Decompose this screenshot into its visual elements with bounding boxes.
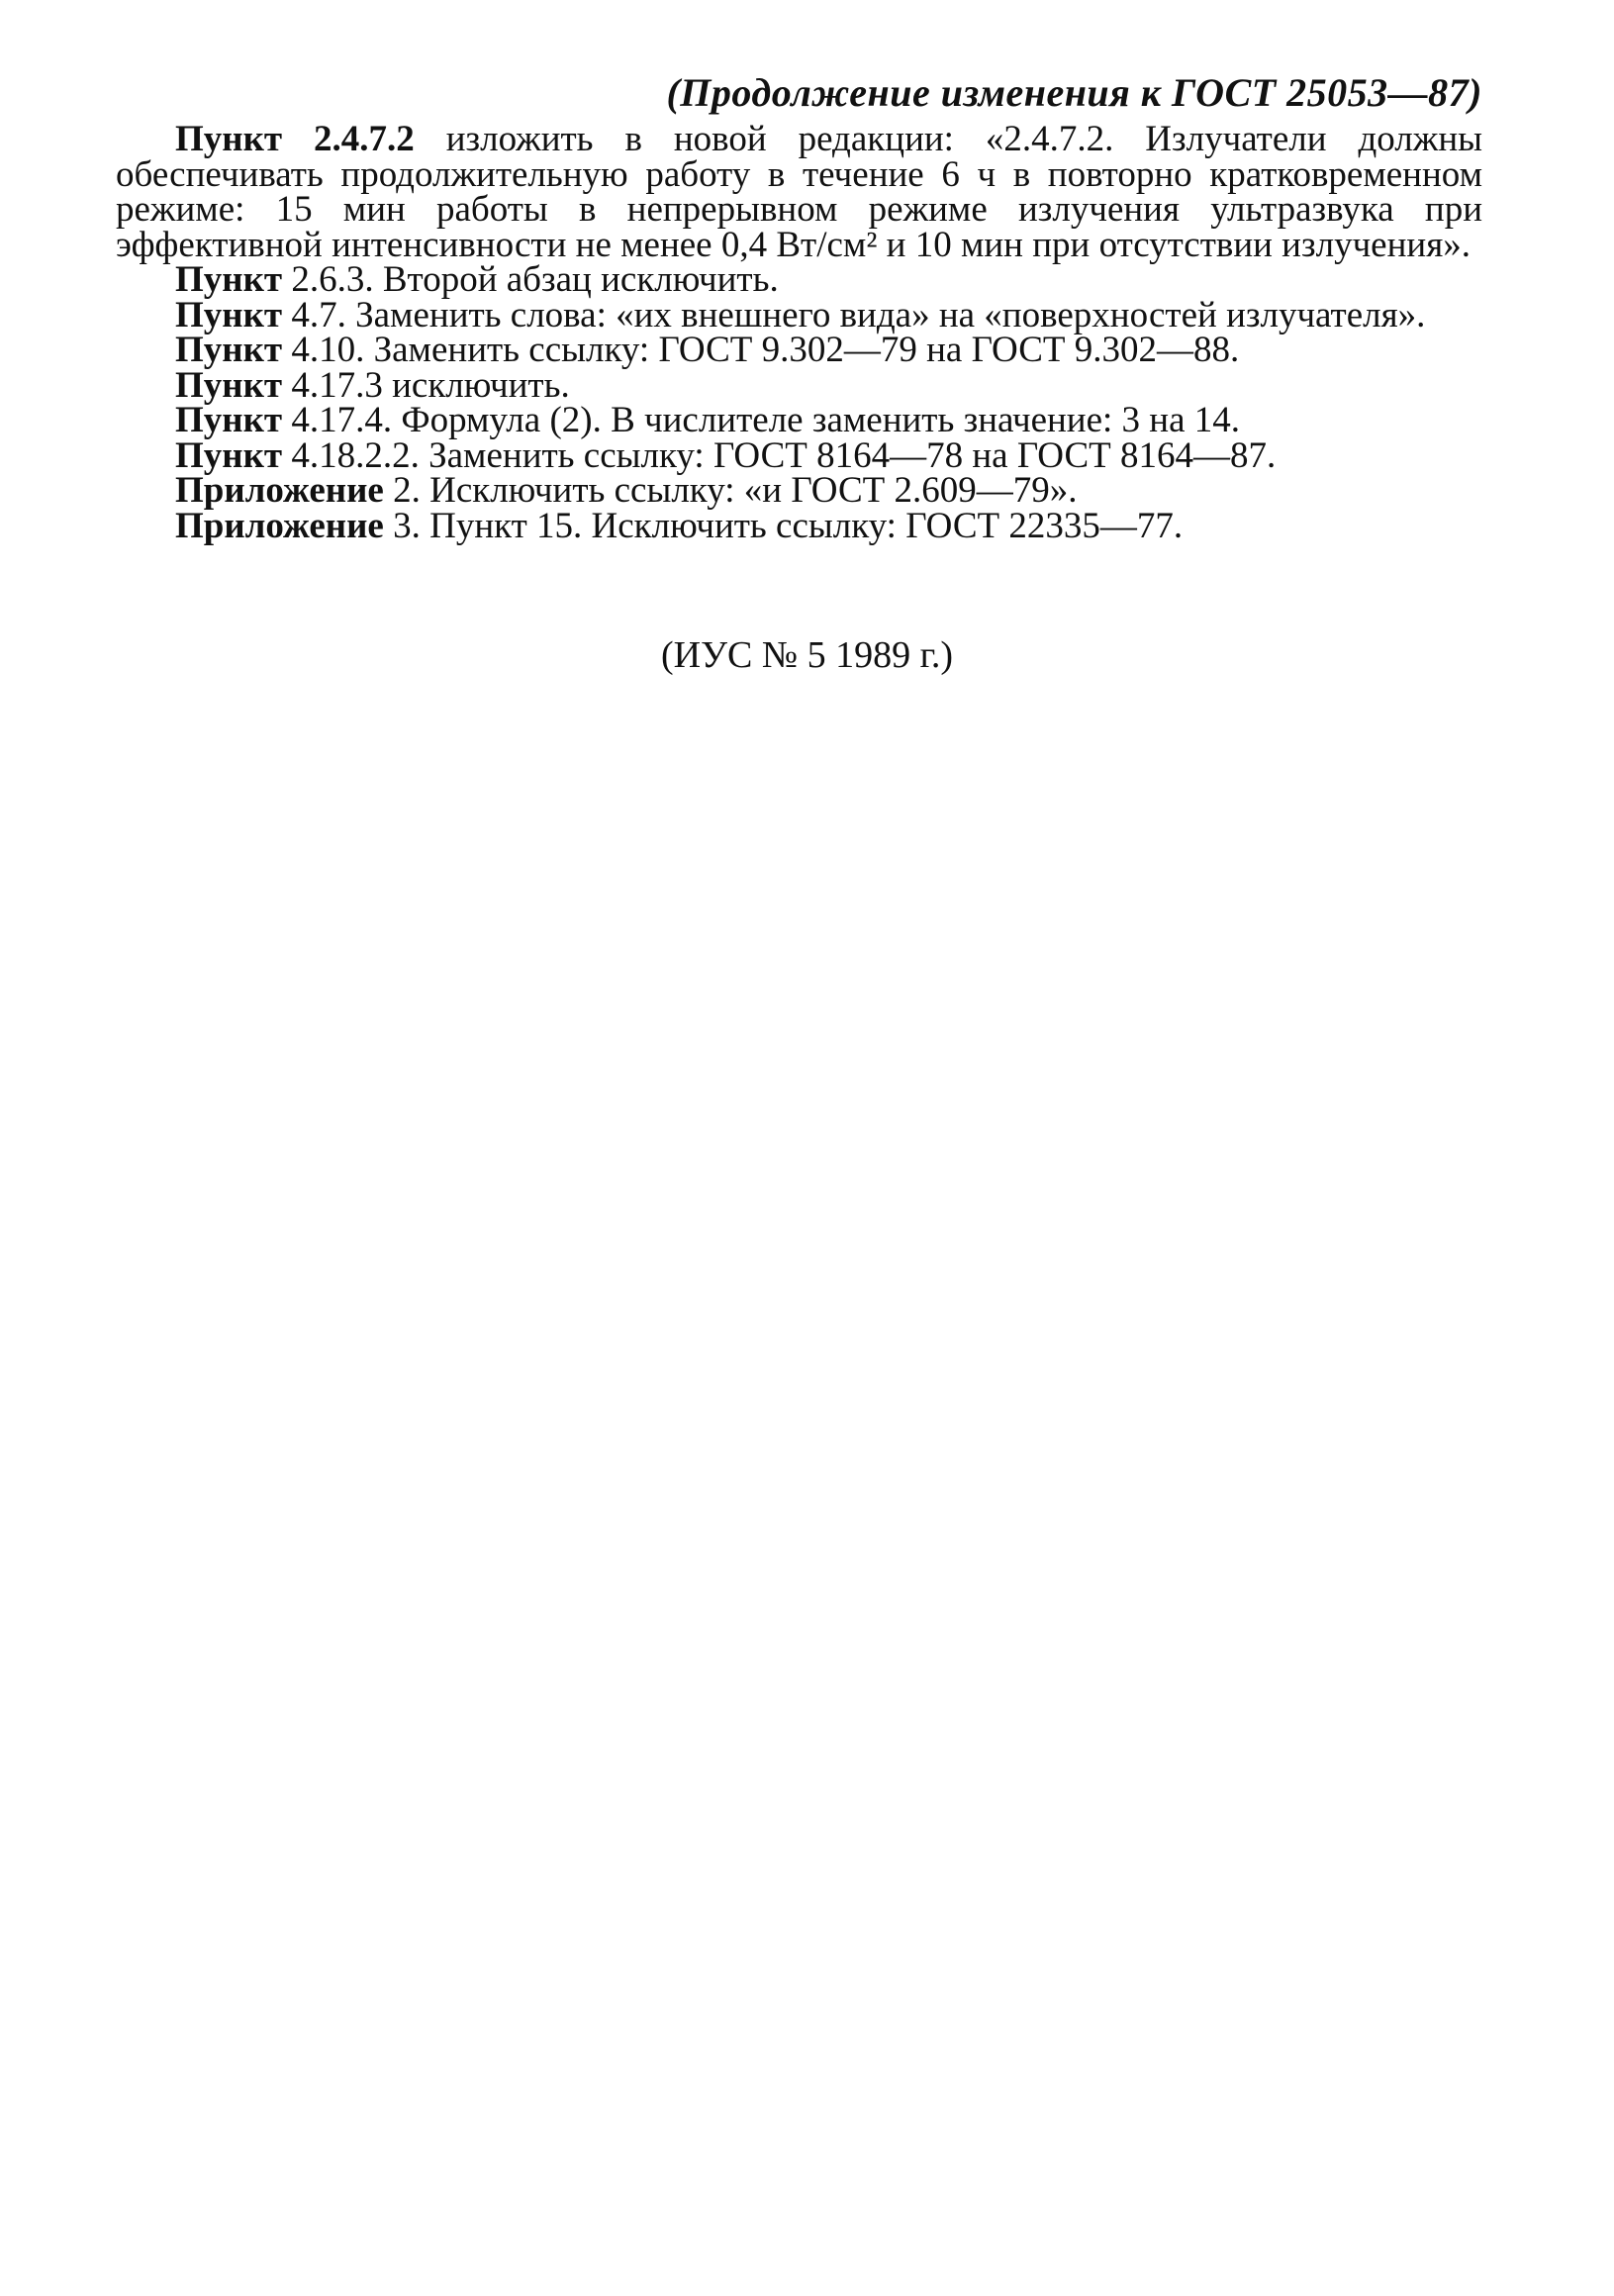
amendment-item — [116, 400, 1482, 440]
amendment-item — [116, 364, 1482, 406]
item-lead: Пункт — [175, 294, 283, 335]
item-text: 4.7. Заменить слова: «их внешнего вида» на «поверхностей излучателя». — [282, 294, 1426, 335]
item-lead: Приложение — [175, 470, 384, 511]
item-lead: Пункт — [175, 434, 283, 476]
item-text: 4.17.3 исключить. — [282, 364, 570, 406]
item-lead: Пункт — [175, 330, 283, 370]
source-reference: (ИУС № 5 1989 г.) — [660, 634, 954, 676]
amendment-item — [116, 330, 1482, 370]
amendment-item — [116, 259, 1482, 300]
item-lead: Приложение — [175, 505, 384, 546]
item-text: 2.6.3. Второй абзац исключить. — [282, 259, 779, 300]
item-text: 4.17.4. Формула (2). В числителе заменить значение: 3 на 14. — [282, 400, 1241, 440]
item-lead: Пункт — [175, 400, 283, 440]
item-text: изложить в новой редакции: «2.4.7.2. Излучатели должны обеспечивать продолжительную работу в течение 6 ч в повторно кратковременном режиме: 15 мин работы в непрерывном режиме излучения ультразвука при эффективной интенсивности не менее 0,4 Вт/см² и 10 мин при отсутствии излучения». — [116, 119, 1482, 265]
item-text: 2. Исключить ссылку: «и ГОСТ 2.609—79». — [383, 470, 1078, 511]
item-text: 4.18.2.2. Заменить ссылку: ГОСТ 8164—78 на ГОСТ 8164—87. — [282, 434, 1277, 476]
item-lead: Пункт — [175, 364, 283, 406]
item-lead: Пункт 2.4.7.2 — [175, 119, 415, 159]
item-text: 3. Пункт 15. Исключить ссылку: ГОСТ 22335—77. — [383, 505, 1184, 546]
amendment-item — [116, 294, 1482, 335]
amendment-item — [116, 505, 1482, 546]
amendment-body — [116, 119, 1482, 546]
item-lead: Пункт — [175, 259, 283, 300]
continuation-header: (Продолжение изменения к ГОСТ 25053—87) — [666, 70, 1482, 115]
amendment-item — [116, 119, 1482, 265]
amendment-item — [116, 434, 1482, 476]
amendment-item — [116, 470, 1482, 511]
item-text: 4.10. Заменить ссылку: ГОСТ 9.302—79 на ГОСТ 9.302—88. — [282, 330, 1240, 370]
